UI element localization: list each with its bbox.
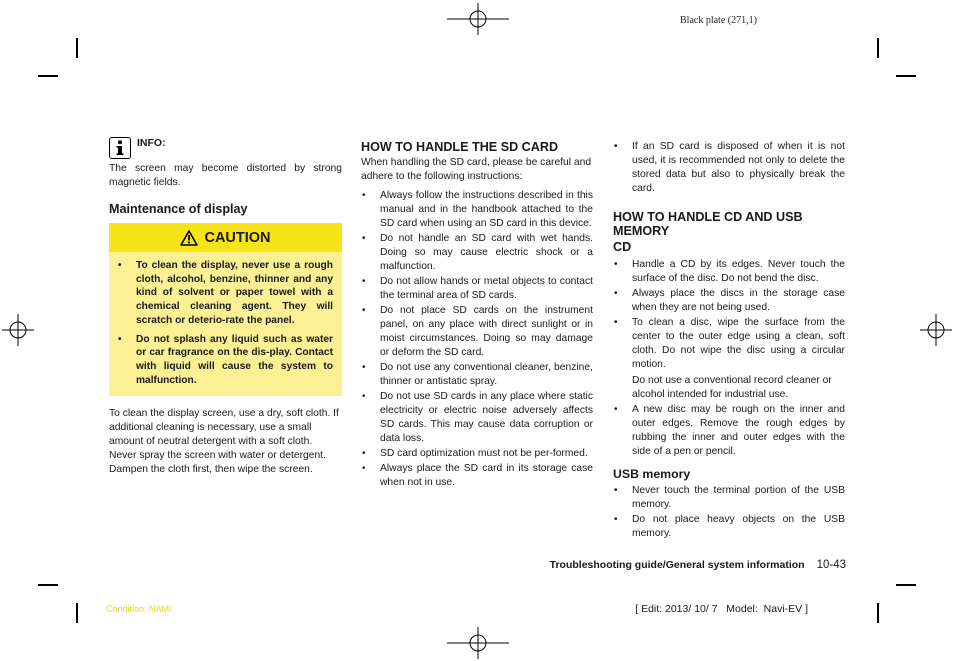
info-label: INFO:: [137, 137, 166, 149]
cd-item: • To clean a disc, wipe the surface from the center to the outer edge using a clean, soft cloth. Do not wipe the disc using a circular motion.: [613, 316, 845, 372]
sd-card-item: • Do not handle an SD card with wet hands. Doing so may cause electric shock or a malfunction.: [361, 232, 593, 274]
sd-card-heading: HOW TO HANDLE THE SD CARD: [361, 140, 559, 154]
plate-label: Black plate (271,1): [680, 15, 757, 26]
caution-label: CAUTION: [204, 229, 271, 246]
condition-label: Condition: NAM/: [106, 604, 172, 614]
caution-item: • Do not splash any liquid such as water or car fragrance on the dis-play. Contact with liquid will cause the system to malfunction.: [117, 333, 333, 388]
crop-mark: [877, 603, 879, 623]
usb-item: • Never touch the terminal portion of the USB memory.: [613, 484, 845, 512]
page-number: 10-43: [816, 559, 846, 571]
caution-header: [109, 223, 342, 252]
warning-triangle-icon: [180, 230, 198, 246]
crop-mark: [76, 38, 78, 58]
maintenance-heading: Maintenance of display: [109, 202, 248, 216]
cd-item: • A new disc may be rough on the inner and outer edges. Remove the rough edges by rubbing the inner and outer edges with the side of a pen or pencil.: [613, 403, 845, 459]
sd-card-item: • Do not use SD cards in any place where static electricity or electric noise adversely affects SD cards. This may cause data corruption or data loss.: [361, 390, 593, 446]
cd-item: • Always place the discs in the storage case when they are not being used.: [613, 287, 845, 315]
sd-card-intro: When handling the SD card, please be careful and adhere to the following instructions:: [361, 157, 592, 182]
cd-usb-heading: HOW TO HANDLE CD AND USB MEMORY: [613, 210, 803, 238]
registration-mark-icon: [447, 3, 509, 35]
section-title: Troubleshooting guide/General system information: [549, 559, 805, 571]
sd-card-item: • SD card optimization must not be per-formed.: [361, 447, 593, 461]
edit-info: [ Edit: 2013/ 10/ 7 Model: Navi-EV ]: [635, 603, 808, 615]
caution-item: • To clean the display, never use a rough cloth, alcohol, benzine, thinner and any kind of solvent or paper towel with a chemical cleaning agent. They will scratch or deterio-rate the panel.: [117, 259, 333, 328]
crop-mark: [76, 603, 78, 623]
cd-item: • Handle a CD by its edges. Never touch the surface of the disc. Do not bend the disc.: [613, 258, 845, 286]
registration-mark-icon: [2, 314, 34, 346]
usb-list: [613, 484, 845, 541]
cd-note: Do not use a conventional record cleaner or alcohol intended for industrial use.: [632, 375, 832, 400]
sd-card-item: • Do not use any conventional cleaner, benzine, thinner or antistatic spray.: [361, 361, 593, 389]
cleaning-text: To clean the display screen, use a dry, soft cloth. If additional cleaning is necessary, use a small amount of neutral detergent with a soft cloth. Never spray the screen with water or detergent. Dampen the cloth first, then wipe the screen.: [109, 408, 339, 476]
cd-heading: CD: [613, 240, 632, 254]
column-1: [109, 136, 342, 477]
sd-card-item: • Always place the SD card in its storage case when not in use.: [361, 462, 593, 490]
sd-card-item: • Do not place SD cards on the instrument panel, on any place with direct sunlight or in moist circumstances. Doing so may damage or deform the SD card.: [361, 304, 593, 360]
caution-box: [109, 223, 342, 396]
sd-card-list-continued: [613, 140, 845, 196]
info-text: The screen may become distorted by strong magnetic fields.: [109, 163, 342, 188]
crop-mark: [38, 584, 58, 586]
section-footer: [550, 559, 846, 571]
sd-card-item: • Do not allow hands or metal objects to contact the terminal area of SD cards.: [361, 275, 593, 303]
info-block: [109, 136, 342, 160]
sd-card-item: • Always follow the instructions described in this manual and in the handbook attached to the SD card when using an SD card in this device.: [361, 189, 593, 231]
caution-list: [109, 252, 342, 387]
sd-card-item: • If an SD card is disposed of when it is not used, it is recommended not only to delete the stored data but also to physically break the card.: [613, 140, 845, 196]
registration-mark-icon: [920, 314, 952, 346]
crop-mark: [38, 75, 58, 77]
cd-list: [613, 258, 845, 372]
column-3: [613, 140, 845, 541]
sd-card-list: [361, 189, 593, 490]
registration-mark-icon: [447, 627, 509, 659]
cd-list-continued: [613, 403, 845, 459]
crop-mark: [896, 75, 916, 77]
usb-heading: USB memory: [613, 467, 691, 481]
usb-item: • Do not place heavy objects on the USB memory.: [613, 513, 845, 541]
info-icon: [109, 137, 131, 159]
crop-mark: [896, 584, 916, 586]
column-2: [361, 140, 593, 490]
crop-mark: [877, 38, 879, 58]
